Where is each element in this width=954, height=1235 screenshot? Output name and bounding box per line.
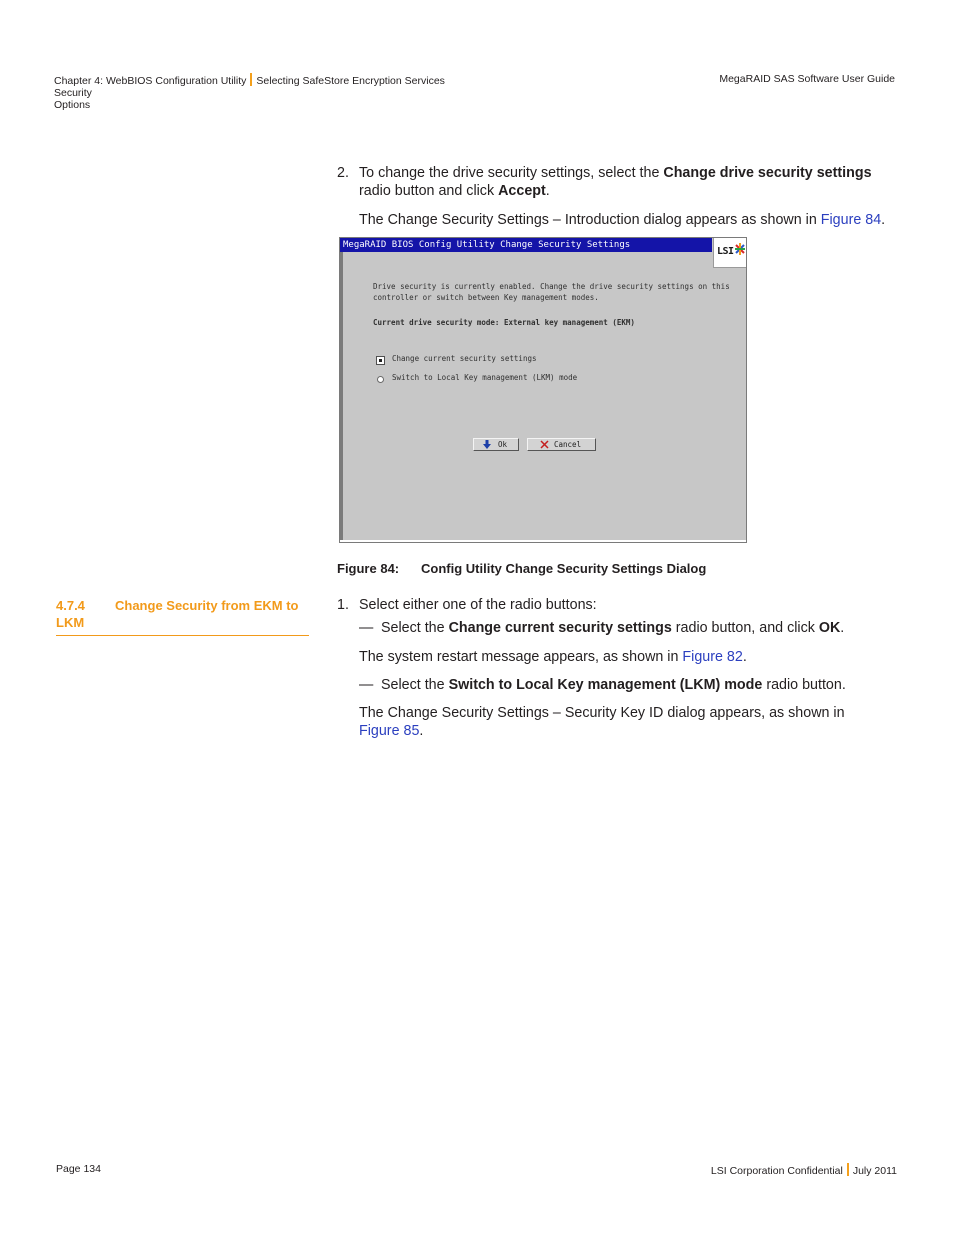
section-title-cont: LKM [56, 615, 85, 630]
bullet-a-dash: — [359, 620, 374, 636]
step-2-b2: Accept [498, 183, 546, 199]
header-guide-title: MegaRAID SAS Software User Guide [719, 73, 895, 85]
cancel-button-label: Cancel [554, 440, 582, 449]
bios-message-line-2: controller or switch between Key management modes. [373, 293, 599, 302]
step-2-t1: To change the drive security settings, select the [359, 165, 664, 181]
switch-lkm-radio[interactable] [377, 376, 384, 383]
figure-label: Figure 84: [337, 561, 400, 576]
radio-selected-indicator [379, 359, 382, 362]
bullet-a-para [359, 648, 899, 666]
bullet-b-bold: Switch to Local Key management (LKM) mode [448, 677, 763, 693]
step-number: 2. [337, 165, 349, 181]
lsi-logo-text: LSI [717, 246, 734, 257]
step-1-text: Select either one of the radio buttons: [359, 597, 597, 613]
bios-message-line-1: Drive security is currently enabled. Change the drive security settings on this [373, 282, 730, 291]
bullet-a-t3: . [840, 620, 845, 636]
step-2-b1: Change drive security settings [663, 165, 872, 181]
figure-85-link[interactable]: Figure 85 [359, 723, 420, 739]
section-underline [56, 635, 309, 636]
current-security-mode: Current drive security mode: External key management (EKM) [373, 318, 635, 327]
section-number: 4.7.4 [56, 598, 85, 613]
running-header-left [54, 73, 484, 111]
figure-84-link[interactable]: Figure 84 [820, 212, 882, 228]
cancel-x-icon [540, 440, 549, 449]
footer-confidential: LSI Corporation Confidential [710, 1165, 843, 1177]
bullet-b-para-end: . [419, 723, 424, 739]
bullet-a-t2: radio button, and click [671, 620, 819, 636]
figure-82-link[interactable]: Figure 82 [682, 649, 743, 665]
footer-date: July 2011 [852, 1165, 897, 1177]
header-section-cont: Options [54, 99, 91, 111]
step-2-t3: . [545, 183, 550, 199]
header-chapter: Chapter 4: WebBIOS Configuration Utility [54, 75, 247, 87]
bullet-a-bold: Change current security settings [448, 620, 672, 636]
bullet-a-para-text: The system restart message appears, as shown in [359, 649, 683, 665]
header-separator [250, 73, 252, 86]
bullet-b-t2: radio button. [762, 677, 846, 693]
footer-separator [847, 1163, 849, 1176]
bullet-a-t1: Select the [381, 620, 449, 636]
bullet-a-text [381, 619, 921, 637]
step-2-t2: radio button and click [359, 183, 499, 199]
ok-button-label: Ok [498, 440, 508, 449]
figure-title: Config Utility Change Security Settings Dialog [421, 561, 707, 576]
screenshot-left-edge [340, 252, 343, 542]
step-1-number: 1. [337, 597, 349, 613]
footer-right [711, 1163, 897, 1177]
bullet-a-para-end: . [742, 649, 747, 665]
screenshot-bottom-edge [340, 540, 746, 542]
step-2-para-text: The Change Security Settings – Introduction dialog appears as shown in [359, 212, 821, 228]
ok-arrow-icon [483, 440, 491, 449]
change-settings-label: Change current security settings [392, 354, 537, 363]
switch-lkm-label: Switch to Local Key management (LKM) mode [392, 373, 578, 382]
bullet-b-dash: — [359, 677, 374, 693]
bullet-b-text [381, 676, 921, 694]
page-number: Page 134 [56, 1163, 101, 1175]
ok-button[interactable] [473, 438, 519, 451]
header-section: Selecting SafeStore Encryption Services Security [54, 75, 445, 99]
bullet-b-para-text: The Change Security Settings – Security Key ID dialog appears, as shown in [359, 705, 845, 721]
bullet-b-para [359, 704, 899, 740]
step-2-para [359, 211, 919, 229]
bios-title-bar: MegaRAID BIOS Config Utility Change Security Settings [340, 238, 712, 252]
bullet-b-t1: Select the [381, 677, 449, 693]
step-2-text [359, 164, 899, 200]
section-title: Change Security from EKM to [115, 598, 299, 613]
cancel-button[interactable] [527, 438, 596, 451]
bullet-a-bold-ok: OK [818, 620, 841, 636]
lsi-logo [713, 238, 746, 268]
lsi-logo-mark-icon [734, 242, 746, 264]
step-2-para-end: . [881, 212, 886, 228]
change-settings-radio[interactable] [376, 356, 385, 365]
bios-screenshot [339, 237, 747, 543]
